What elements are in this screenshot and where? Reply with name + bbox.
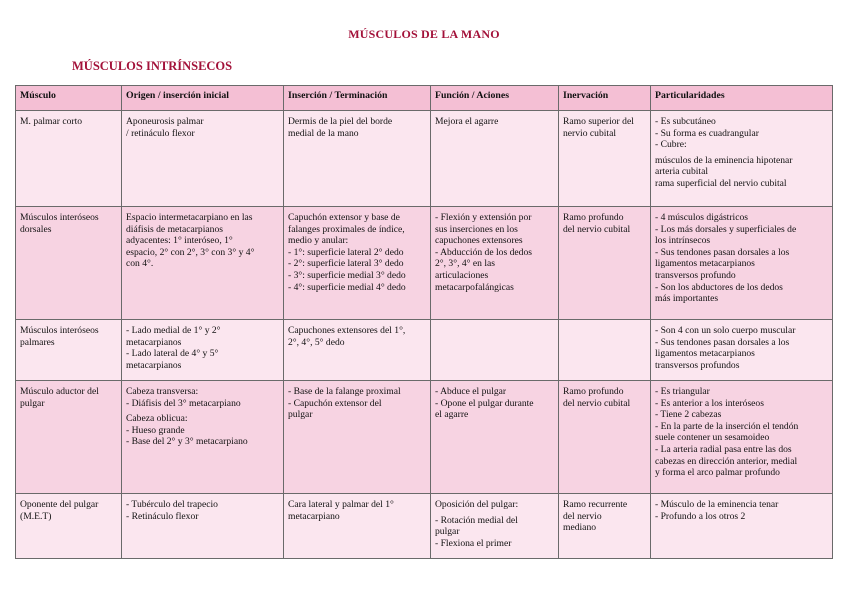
header-insercion: Inserción / Terminación: [284, 86, 431, 111]
cell-funcion: - Abduce el pulgar - Opone el pulgar durante el agarre: [431, 381, 559, 494]
cell-insercion: Dermis de la piel del borde medial de la mano: [284, 111, 431, 207]
table-row-interoseos-palmares: [16, 320, 833, 381]
cell-musculo: Músculo aductor del pulgar: [16, 381, 122, 494]
cell-inervacion: [559, 320, 651, 381]
cell-insercion: - Base de la falange proximal - Capuchón extensor del pulgar: [284, 381, 431, 494]
table-row-palmar-corto: [16, 111, 833, 207]
cell-funcion: Mejora el agarre: [431, 111, 559, 207]
table-row-interoseos-dorsales: [16, 207, 833, 320]
cell-origen: Espacio intermetacarpiano en las diáfisis de metacarpianos adyacentes: 1° interóseo, 1° espacio, 2° con 2°, 3° con 3° y 4° con 4°.: [122, 207, 284, 320]
section-title: MÚSCULOS INTRÍNSECOS: [72, 59, 233, 73]
document-title: MÚSCULOS DE LA MANO: [348, 27, 500, 41]
header-origen: Origen / inserción inicial: [122, 86, 284, 111]
cell-inervacion: Ramo superior del nervio cubital: [559, 111, 651, 207]
cell-musculo: Músculos interóseos palmares: [16, 320, 122, 381]
cell-origen: Cabeza transversa: - Diáfisis del 3° metacarpiano Cabeza oblicua: - Hueso grande - Base del 2° y 3° metacarpiano: [122, 381, 284, 494]
cell-insercion: Capuchones extensores del 1°, 2°, 4°, 5° dedo: [284, 320, 431, 381]
header-funcion: Función / Aciones: [431, 86, 559, 111]
cell-inervacion: Ramo recurrente del nervio mediano: [559, 494, 651, 559]
header-inervacion: Inervación: [559, 86, 651, 111]
cell-funcion: [431, 320, 559, 381]
header-particularidades: Particularidades: [651, 86, 833, 111]
cell-musculo: Músculos interóseos dorsales: [16, 207, 122, 320]
cell-particularidades: - Músculo de la eminencia tenar - Profundo a los otros 2: [651, 494, 833, 559]
cell-particularidades: - Es subcutáneo - Su forma es cuadrangular - Cubre: músculos de la eminencia hipotenar arteria cubital rama superficial del nervio cubital: [651, 111, 833, 207]
cell-particularidades: - 4 músculos digástricos - Los más dorsales y superficiales de los intrínsecos - Sus tendones pasan dorsales a los ligamentos metacarpianos transversos profundo - Son los abductores de los dedos más importantes: [651, 207, 833, 320]
cell-insercion: Capuchón extensor y base de falanges proximales de índice, medio y anular: - 1°: superficie lateral 2° dedo - 2°: superficie lateral 3° dedo - 3°: superficie medial 3° dedo - 4°: superficie medial 4° dedo: [284, 207, 431, 320]
cell-funcion: - Flexión y extensión por sus inserciones en los capuchones extensores - Abducción de los dedos 2°, 3°, 4° en las articulaciones metacarpofalángicas: [431, 207, 559, 320]
header-musculo: Músculo: [16, 86, 122, 111]
cell-particularidades: - Es triangular - Es anterior a los interóseos - Tiene 2 cabezas - En la parte de la inserción el tendón suele contener un sesamoideo - La arteria radial pasa entre las dos cabezas en dirección anterior, medial y forma el arco palmar profundo: [651, 381, 833, 494]
table-row-aductor-pulgar: [16, 381, 833, 494]
cell-origen: - Tubérculo del trapecio - Retináculo flexor: [122, 494, 284, 559]
cell-inervacion: Ramo profundo del nervio cubital: [559, 381, 651, 494]
cell-particularidades: - Son 4 con un solo cuerpo muscular - Sus tendones pasan dorsales a los ligamentos metacarpianos transversos profundos: [651, 320, 833, 381]
muscles-table: [15, 85, 833, 559]
cell-insercion: Cara lateral y palmar del 1° metacarpiano: [284, 494, 431, 559]
cell-funcion: Oposición del pulgar: - Rotación medial del pulgar - Flexiona el primer: [431, 494, 559, 559]
cell-inervacion: Ramo profundo del nervio cubital: [559, 207, 651, 320]
cell-origen: Aponeurosis palmar / retináculo flexor: [122, 111, 284, 207]
cell-musculo: M. palmar corto: [16, 111, 122, 207]
table-row-oponente-pulgar: [16, 494, 833, 559]
cell-origen: - Lado medial de 1° y 2° metacarpianos - Lado lateral de 4° y 5° metacarpianos: [122, 320, 284, 381]
cell-musculo: Oponente del pulgar (M.E.T): [16, 494, 122, 559]
table-header-row: [16, 86, 833, 111]
